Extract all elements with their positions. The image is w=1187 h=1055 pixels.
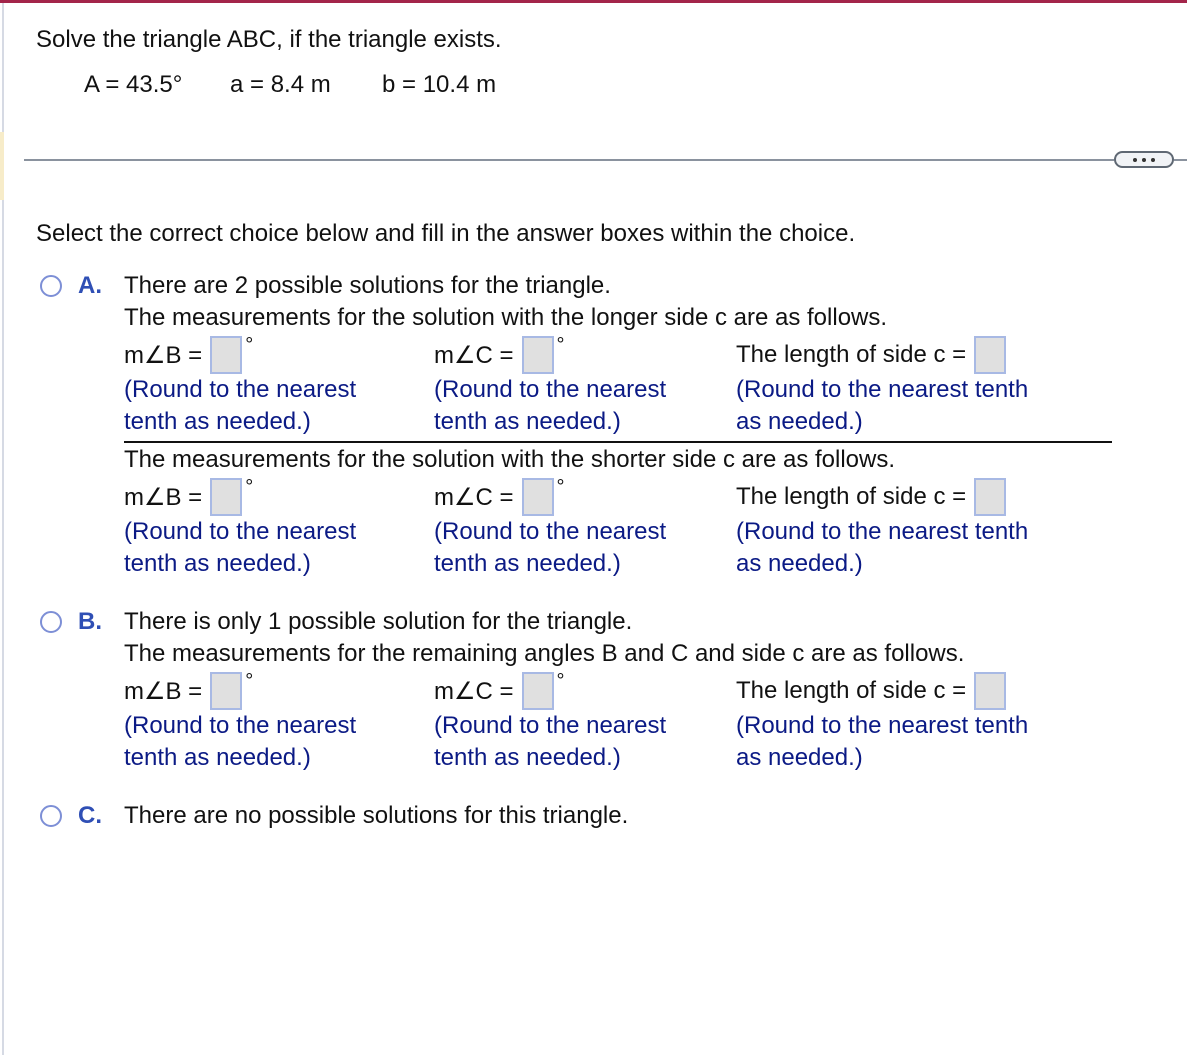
angle-c-input[interactable]: [522, 478, 554, 516]
angle-b-label: m∠B =: [124, 677, 203, 705]
side-c-input[interactable]: [974, 336, 1006, 374]
side-c-input[interactable]: [974, 478, 1006, 516]
side-c-label: The length of side c =: [736, 341, 967, 368]
angle-b-input[interactable]: [210, 336, 242, 374]
side-c-input[interactable]: [974, 672, 1006, 710]
top-accent-bar: [0, 0, 1187, 3]
choice-b-sub-text: The measurements for the remaining angles B and C and side c are as follows.: [124, 640, 965, 667]
round-hint: tenth as needed.): [124, 550, 311, 577]
angle-b-label: m∠B =: [124, 341, 203, 369]
degree-symbol: °: [245, 476, 254, 498]
degree-symbol: °: [556, 476, 565, 498]
choice-a-text: There are 2 possible solutions for the triangle.: [124, 272, 611, 299]
angle-c-input[interactable]: [522, 336, 554, 374]
choice-b-text: There is only 1 possible solution for the triangle.: [124, 608, 633, 635]
choice-a-shorter-text: The measurements for the solution with the shorter side c are as follows.: [124, 446, 896, 473]
round-hint: (Round to the nearest: [124, 376, 357, 403]
choice-b-letter[interactable]: B.: [78, 608, 102, 635]
round-hint: tenth as needed.): [434, 408, 621, 435]
round-hint: (Round to the nearest: [434, 712, 667, 739]
angle-c-label: m∠C =: [434, 483, 514, 511]
round-hint: tenth as needed.): [434, 550, 621, 577]
round-hint: as needed.): [736, 550, 863, 577]
degree-symbol: °: [556, 334, 565, 356]
round-hint: as needed.): [736, 744, 863, 771]
instruction-text: Select the correct choice below and fill in the answer boxes within the choice.: [36, 220, 856, 247]
choice-b-radio[interactable]: [40, 611, 62, 633]
degree-symbol: °: [556, 670, 565, 692]
dot-icon: [1151, 158, 1155, 162]
given-angle-A: A = 43.5°: [84, 71, 183, 98]
answer-group-longer: [124, 336, 1114, 446]
round-hint: (Round to the nearest tenth: [736, 518, 1029, 545]
dot-icon: [1142, 158, 1146, 162]
side-c-label: The length of side c =: [736, 677, 967, 704]
round-hint: tenth as needed.): [124, 744, 311, 771]
choice-c-letter[interactable]: C.: [78, 802, 102, 829]
more-options-button[interactable]: [1114, 151, 1174, 168]
round-hint: (Round to the nearest: [434, 376, 667, 403]
choice-c-radio[interactable]: [40, 805, 62, 827]
angle-b-input[interactable]: [210, 672, 242, 710]
problem-title: Solve the triangle ABC, if the triangle exists.: [36, 26, 502, 53]
round-hint: (Round to the nearest: [434, 518, 667, 545]
answer-group-single: [124, 672, 1114, 782]
angle-c-input[interactable]: [522, 672, 554, 710]
answer-group-shorter: [124, 478, 1114, 588]
choice-a-longer-text: The measurements for the solution with the longer side c are as follows.: [124, 304, 888, 331]
dot-icon: [1133, 158, 1137, 162]
round-hint: (Round to the nearest: [124, 712, 357, 739]
round-hint: (Round to the nearest tenth: [736, 712, 1029, 739]
solution-divider: [124, 441, 1112, 443]
degree-symbol: °: [245, 334, 254, 356]
angle-b-input[interactable]: [210, 478, 242, 516]
angle-b-label: m∠B =: [124, 483, 203, 511]
choice-a-letter[interactable]: A.: [78, 272, 102, 299]
section-divider-tail: [1174, 159, 1187, 161]
round-hint: tenth as needed.): [434, 744, 621, 771]
choice-a-radio[interactable]: [40, 275, 62, 297]
choice-c-text: There are no possible solutions for this triangle.: [124, 802, 629, 829]
given-side-b: b = 10.4 m: [382, 71, 497, 98]
round-hint: as needed.): [736, 408, 863, 435]
round-hint: (Round to the nearest tenth: [736, 376, 1029, 403]
left-marker: [0, 132, 4, 200]
angle-c-label: m∠C =: [434, 341, 514, 369]
angle-c-label: m∠C =: [434, 677, 514, 705]
round-hint: (Round to the nearest: [124, 518, 357, 545]
side-c-label: The length of side c =: [736, 483, 967, 510]
round-hint: tenth as needed.): [124, 408, 311, 435]
section-divider: [24, 159, 1114, 161]
degree-symbol: °: [245, 670, 254, 692]
given-side-a: a = 8.4 m: [230, 71, 331, 98]
